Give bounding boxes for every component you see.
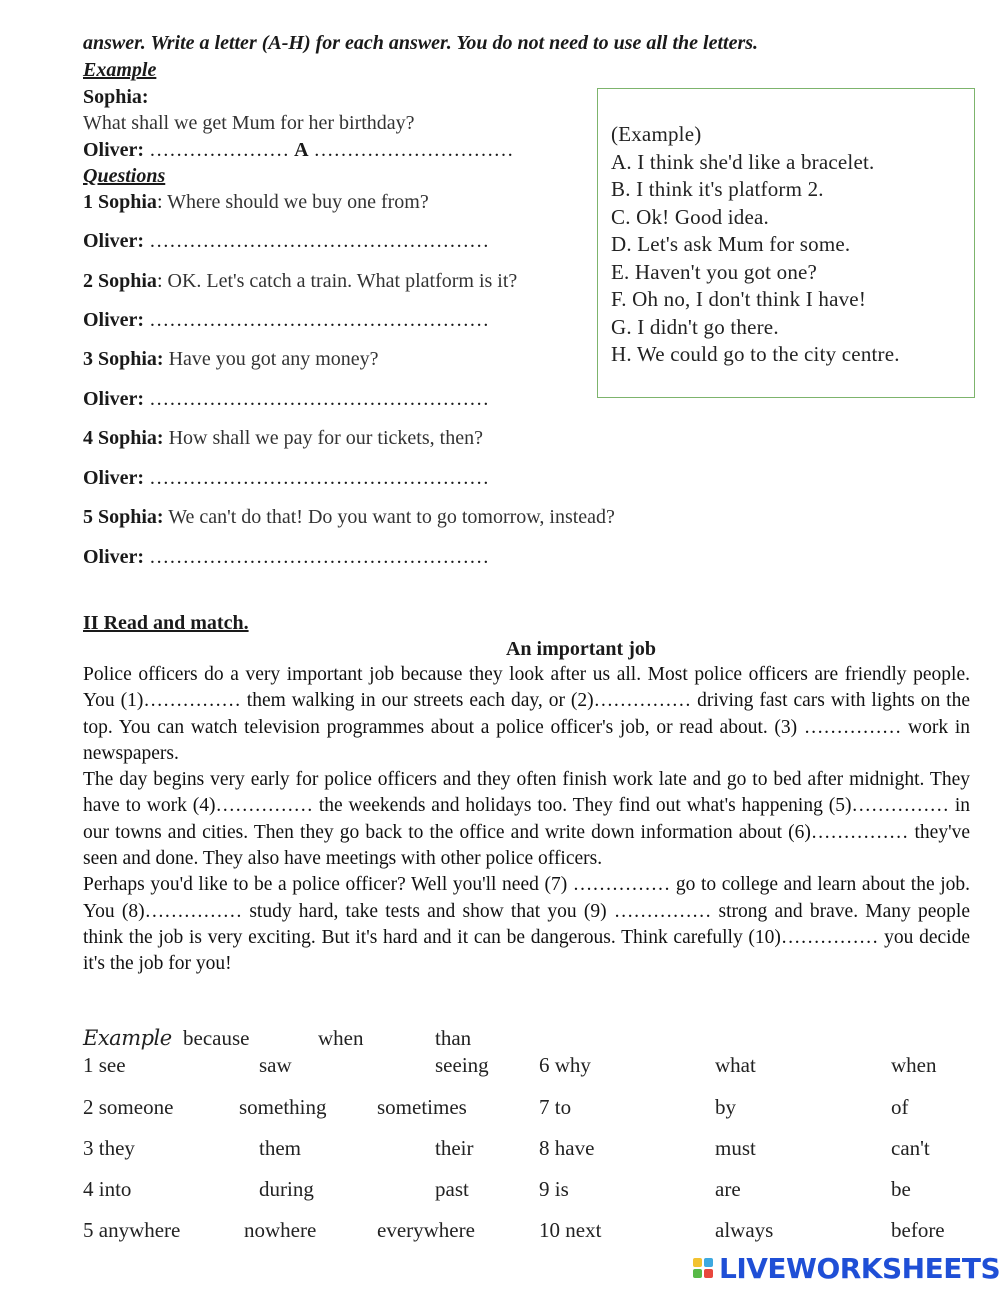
word-option: everywhere	[377, 1218, 475, 1242]
logo-blocks-icon	[693, 1258, 713, 1278]
example-question: What shall we get Mum for her birthday?	[83, 112, 415, 134]
word-option: 1 see	[83, 1053, 126, 1077]
word-option: 8 have	[539, 1136, 595, 1160]
question-speaker: 2 Sophia	[83, 270, 157, 292]
option-f: F. Oh no, I don't think I have!	[611, 287, 867, 311]
word-option: are	[715, 1177, 741, 1201]
logo-block	[704, 1258, 713, 1267]
answer-dots: ……………………………………………	[144, 467, 490, 489]
question-speaker: 1 Sophia	[83, 191, 157, 213]
word-option: of	[891, 1095, 909, 1119]
word-option: be	[891, 1177, 911, 1201]
answer-line-1[interactable]	[83, 229, 489, 253]
answer-line-5[interactable]	[83, 545, 489, 569]
question-text: OK. Let's catch a train. What platform is it?	[167, 270, 518, 292]
answer-dots: ……………………………………………	[144, 388, 490, 410]
word-option: them	[259, 1136, 301, 1160]
word-option: 10 next	[539, 1218, 602, 1242]
example-dots-after: …………………………	[308, 139, 514, 161]
word-option: can't	[891, 1136, 930, 1160]
option-e: E. Haven't you got one?	[611, 260, 818, 284]
passage-paragraph-3: Perhaps you'd like to be a police officer? Well you'll need (7) …………… go to college and learn about the job. You (8)…………… study hard, take tests and show that you (9) …………… strong and brave. Many people think the job is very exciting. But it's hard and it can be dangerous. Think carefully (10)…………… you decide it's the job for you!	[83, 874, 970, 975]
answer-line-3[interactable]	[83, 387, 489, 411]
question-text: We can't do that! Do you want to go tomorrow, instead?	[168, 506, 615, 528]
oliver-label: Oliver:	[83, 546, 145, 568]
example-word: because	[183, 1026, 250, 1050]
passage-paragraph-2: The day begins very early for police officers and they often finish work late and go to bed after midnight. They have to work (4)…………… the weekends and holidays too. They find out what's happening (5)…………… in our towns and cities. Then they go back to the office and write down information about (6)…………… they've seen and done. They also have meetings with other police officers.	[83, 769, 970, 870]
example-speaker: Sophia:	[83, 86, 149, 108]
option-c: C. Ok! Good idea.	[611, 205, 769, 229]
oliver-label: Oliver:	[83, 230, 145, 252]
example-answer-line	[83, 138, 514, 162]
option-d: D. Let's ask Mum for some.	[611, 232, 851, 256]
word-option: seeing	[435, 1053, 489, 1077]
answer-dots: ……………………………………………	[144, 546, 490, 568]
example-words-label: Example	[83, 1026, 172, 1050]
word-option: saw	[259, 1053, 292, 1077]
word-option: 7 to	[539, 1095, 572, 1119]
question-speaker: 3 Sophia:	[83, 348, 164, 370]
word-option: 2 someone	[83, 1095, 174, 1119]
question-speaker: 4 Sophia:	[83, 427, 164, 449]
word-option: 4 into	[83, 1177, 132, 1201]
options-box	[597, 88, 975, 398]
option-g: G. I didn't go there.	[611, 315, 779, 339]
liveworksheets-logo	[693, 1251, 1000, 1285]
answer-dots: ……………………………………………	[144, 309, 490, 331]
word-option: 9 is	[539, 1177, 569, 1201]
word-option: past	[435, 1177, 469, 1201]
option-example: (Example)	[611, 122, 702, 146]
instructions: answer. Write a letter (A-H) for each answer. You do not need to use all the letters.	[83, 32, 759, 54]
option-b: B. I think it's platform 2.	[611, 177, 824, 201]
word-option: always	[715, 1218, 774, 1242]
question-sep: :	[156, 270, 168, 292]
word-option: must	[715, 1136, 756, 1160]
passage-paragraph-1: Police officers do a very important job because they look after us all. Most police officers are friendly people. You (1)…………… them walking in our streets each day, or (2)…………… driving fast cars with lights on the top. You can watch television programmes about a police officer's job, or read about. (3) …………… work in newspapers.	[83, 664, 970, 764]
question-1	[83, 190, 429, 214]
question-text: Have you got any money?	[168, 348, 379, 370]
example-words-row	[83, 1026, 172, 1051]
word-option: 5 anywhere	[83, 1218, 181, 1242]
option-a: A. I think she'd like a bracelet.	[611, 150, 875, 174]
option-h: H. We could go to the city centre.	[611, 342, 900, 366]
logo-text: LIVEWORKSHEETS	[719, 1251, 1000, 1285]
part2-heading: II Read and match.	[83, 612, 249, 634]
word-option: their	[435, 1136, 474, 1160]
passage-title: An important job	[505, 638, 656, 660]
oliver-label: Oliver:	[83, 388, 145, 410]
example-answer-letter: A	[294, 139, 309, 161]
word-option: by	[715, 1095, 736, 1119]
word-option: during	[259, 1177, 314, 1201]
example-oliver-label: Oliver:	[83, 139, 145, 161]
oliver-label: Oliver:	[83, 467, 145, 489]
example-word: than	[435, 1026, 472, 1050]
example-dots-before: …………………	[144, 139, 295, 161]
question-text: How shall we pay for our tickets, then?	[168, 427, 483, 449]
answer-dots: ……………………………………………	[144, 230, 490, 252]
word-option: nowhere	[244, 1218, 317, 1242]
logo-block	[693, 1269, 702, 1278]
word-option: 6 why	[539, 1053, 591, 1077]
word-option: sometimes	[377, 1095, 467, 1119]
answer-line-4[interactable]	[83, 466, 489, 490]
passage	[83, 662, 970, 978]
question-4	[83, 426, 483, 450]
question-sep: :	[156, 191, 168, 213]
answer-line-2[interactable]	[83, 308, 489, 332]
example-heading: Example	[83, 59, 157, 81]
word-option: when	[891, 1053, 937, 1077]
logo-block	[693, 1258, 702, 1267]
word-option: 3 they	[83, 1136, 135, 1160]
oliver-label: Oliver:	[83, 309, 145, 331]
word-option: before	[891, 1218, 945, 1242]
example-word: when	[318, 1026, 364, 1050]
question-2	[83, 269, 517, 293]
question-text: Where should we buy one from?	[167, 191, 429, 213]
question-3	[83, 347, 379, 371]
question-5	[83, 505, 615, 529]
word-option: something	[239, 1095, 327, 1119]
logo-block	[704, 1269, 713, 1278]
question-speaker: 5 Sophia:	[83, 506, 164, 528]
questions-heading: Questions	[83, 165, 166, 187]
word-option: what	[715, 1053, 756, 1077]
